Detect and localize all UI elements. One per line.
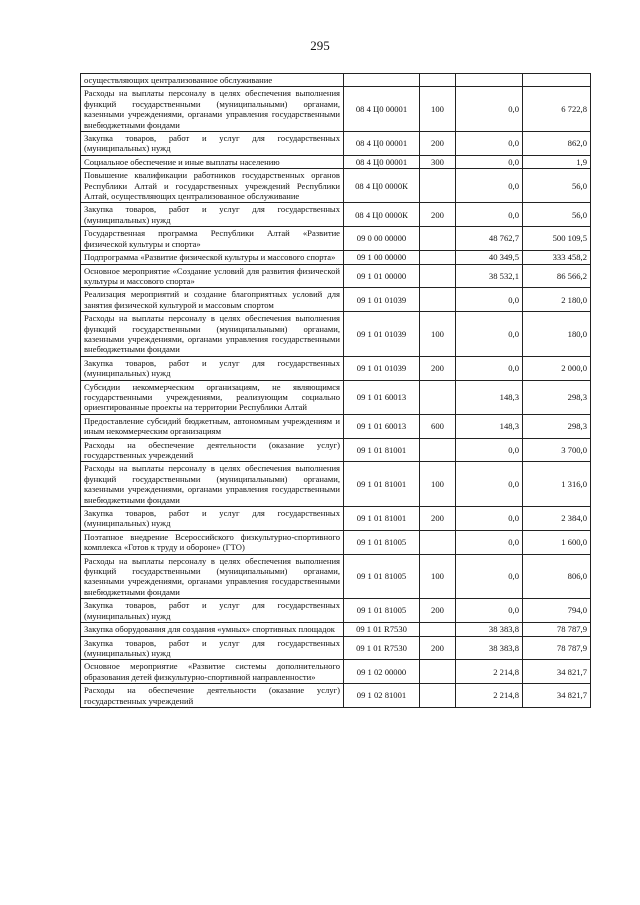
amount-2-cell bbox=[523, 74, 591, 87]
expense-type-code-cell: 200 bbox=[420, 636, 456, 660]
target-article-code-cell: 09 1 01 01039 bbox=[344, 356, 420, 380]
target-article-code-cell: 08 4 Ц0 00001 bbox=[344, 87, 420, 132]
amount-2-cell: 298,3 bbox=[523, 380, 591, 414]
amount-1-cell: 2 214,8 bbox=[456, 660, 523, 684]
amount-2-cell: 34 821,7 bbox=[523, 660, 591, 684]
table-row bbox=[81, 74, 591, 87]
target-article-code-cell: 09 1 01 00000 bbox=[344, 264, 420, 288]
expense-name-cell: Основное мероприятие «Развитие системы дополнительного образования детей физкультурно-спортивной направленности» bbox=[81, 660, 344, 684]
amount-1-cell: 48 762,7 bbox=[456, 227, 523, 251]
expense-name-cell: Социальное обеспечение и иные выплаты населению bbox=[81, 155, 344, 168]
amount-2-cell: 34 821,7 bbox=[523, 684, 591, 708]
table-row bbox=[81, 414, 591, 438]
expense-name-cell: Поэтапное внедрение Всероссийского физкультурно-спортивного комплекса «Готов к труду и обороне» (ГТО) bbox=[81, 530, 344, 554]
expense-name-cell: Расходы на обеспечение деятельности (оказание услуг) государственных учреждений bbox=[81, 684, 344, 708]
amount-2-cell: 298,3 bbox=[523, 414, 591, 438]
expense-name-cell: Расходы на выплаты персоналу в целях обеспечения выполнения функций государственными (муниципальными) органами, казенными учреждениями, органами управления государственными внебюджетными фондами bbox=[81, 312, 344, 357]
expense-name-cell: Предоставление субсидий бюджетным, автономным учреждениям и иным некоммерческим организациям bbox=[81, 414, 344, 438]
amount-2-cell: 1 600,0 bbox=[523, 530, 591, 554]
amount-1-cell: 0,0 bbox=[456, 356, 523, 380]
expense-type-code-cell: 100 bbox=[420, 87, 456, 132]
target-article-code-cell: 09 1 01 81001 bbox=[344, 462, 420, 507]
table-row bbox=[81, 599, 591, 623]
table-row bbox=[81, 623, 591, 636]
amount-1-cell: 2 214,8 bbox=[456, 684, 523, 708]
table-row bbox=[81, 251, 591, 264]
amount-2-cell: 333 458,2 bbox=[523, 251, 591, 264]
table-row bbox=[81, 507, 591, 531]
table-row bbox=[81, 356, 591, 380]
expense-name-cell: Подпрограмма «Развитие физической культуры и массового спорта» bbox=[81, 251, 344, 264]
amount-1-cell: 40 349,5 bbox=[456, 251, 523, 264]
expense-type-code-cell: 200 bbox=[420, 507, 456, 531]
expense-name-cell: Закупка товаров, работ и услуг для государственных (муниципальных) нужд bbox=[81, 507, 344, 531]
amount-1-cell: 0,0 bbox=[456, 462, 523, 507]
page-number: 295 bbox=[310, 38, 330, 53]
expense-type-code-cell: 100 bbox=[420, 554, 456, 599]
expense-name-cell: Закупка товаров, работ и услуг для государственных (муниципальных) нужд bbox=[81, 203, 344, 227]
amount-1-cell: 0,0 bbox=[456, 155, 523, 168]
table-row bbox=[81, 288, 591, 312]
amount-2-cell: 56,0 bbox=[523, 203, 591, 227]
expense-name-cell: Расходы на выплаты персоналу в целях обеспечения выполнения функций государственными (муниципальными) органами, казенными учреждениями, органами управления государственными внебюджетными фондами bbox=[81, 462, 344, 507]
expense-type-code-cell bbox=[420, 227, 456, 251]
expense-name-cell: Реализация мероприятий и создание благоприятных условий для занятия физической культурой и массовым спортом bbox=[81, 288, 344, 312]
amount-1-cell: 0,0 bbox=[456, 132, 523, 156]
amount-2-cell: 180,0 bbox=[523, 312, 591, 357]
amount-1-cell: 0,0 bbox=[456, 438, 523, 462]
amount-2-cell: 862,0 bbox=[523, 132, 591, 156]
amount-1-cell: 148,3 bbox=[456, 380, 523, 414]
expense-type-code-cell bbox=[420, 169, 456, 203]
expense-name-cell: осуществляющих централизованное обслуживание bbox=[81, 74, 344, 87]
amount-1-cell: 38 532,1 bbox=[456, 264, 523, 288]
expense-name-cell: Закупка товаров, работ и услуг для государственных (муниципальных) нужд bbox=[81, 132, 344, 156]
amount-1-cell: 0,0 bbox=[456, 87, 523, 132]
expense-type-code-cell: 100 bbox=[420, 462, 456, 507]
amount-1-cell: 38 383,8 bbox=[456, 636, 523, 660]
amount-2-cell: 2 000,0 bbox=[523, 356, 591, 380]
budget-table-body bbox=[81, 74, 591, 708]
amount-1-cell: 0,0 bbox=[456, 312, 523, 357]
target-article-code-cell: 08 4 Ц0 0000К bbox=[344, 169, 420, 203]
target-article-code-cell: 09 0 00 00000 bbox=[344, 227, 420, 251]
amount-2-cell: 78 787,9 bbox=[523, 623, 591, 636]
expense-type-code-cell: 300 bbox=[420, 155, 456, 168]
amount-2-cell: 78 787,9 bbox=[523, 636, 591, 660]
amount-2-cell: 806,0 bbox=[523, 554, 591, 599]
table-row bbox=[81, 530, 591, 554]
target-article-code-cell: 09 1 01 01039 bbox=[344, 288, 420, 312]
table-row bbox=[81, 87, 591, 132]
table-row bbox=[81, 312, 591, 357]
amount-2-cell: 3 700,0 bbox=[523, 438, 591, 462]
amount-1-cell: 0,0 bbox=[456, 530, 523, 554]
expense-name-cell: Расходы на выплаты персоналу в целях обеспечения выполнения функций государственными (муниципальными) органами, казенными учреждениями, органами управления государственными внебюджетными фондами bbox=[81, 87, 344, 132]
amount-2-cell: 56,0 bbox=[523, 169, 591, 203]
table-row bbox=[81, 684, 591, 708]
table-row bbox=[81, 155, 591, 168]
budget-table bbox=[80, 73, 591, 708]
target-article-code-cell: 09 1 01 81005 bbox=[344, 554, 420, 599]
table-row bbox=[81, 169, 591, 203]
table-row bbox=[81, 203, 591, 227]
target-article-code-cell: 09 1 02 81001 bbox=[344, 684, 420, 708]
amount-2-cell: 794,0 bbox=[523, 599, 591, 623]
amount-1-cell: 0,0 bbox=[456, 169, 523, 203]
amount-1-cell: 0,0 bbox=[456, 203, 523, 227]
table-row bbox=[81, 264, 591, 288]
amount-1-cell bbox=[456, 74, 523, 87]
amount-1-cell: 148,3 bbox=[456, 414, 523, 438]
table-row bbox=[81, 636, 591, 660]
table-row bbox=[81, 554, 591, 599]
expense-type-code-cell bbox=[420, 530, 456, 554]
target-article-code-cell: 09 1 01 81005 bbox=[344, 599, 420, 623]
target-article-code-cell: 09 1 01 R7530 bbox=[344, 623, 420, 636]
expense-type-code-cell bbox=[420, 380, 456, 414]
expense-name-cell: Расходы на выплаты персоналу в целях обеспечения выполнения функций государственными (муниципальными) органами, казенными учреждениями, органами управления государственными внебюджетными фондами bbox=[81, 554, 344, 599]
table-row bbox=[81, 227, 591, 251]
expense-name-cell: Закупка товаров, работ и услуг для государственных (муниципальных) нужд bbox=[81, 636, 344, 660]
expense-name-cell: Расходы на обеспечение деятельности (оказание услуг) государственных учреждений bbox=[81, 438, 344, 462]
table-row bbox=[81, 660, 591, 684]
expense-name-cell: Субсидии некоммерческим организациям, не являющимся государственными учреждениями, реализующим социально ориентированные проекты на территории Республики Алтай bbox=[81, 380, 344, 414]
expense-type-code-cell bbox=[420, 264, 456, 288]
expense-type-code-cell: 200 bbox=[420, 203, 456, 227]
expense-type-code-cell: 200 bbox=[420, 132, 456, 156]
table-row bbox=[81, 380, 591, 414]
expense-name-cell: Государственная программа Республики Алтай «Развитие физической культуры и спорта» bbox=[81, 227, 344, 251]
expense-name-cell: Закупка товаров, работ и услуг для государственных (муниципальных) нужд bbox=[81, 356, 344, 380]
expense-type-code-cell: 200 bbox=[420, 599, 456, 623]
table-row bbox=[81, 462, 591, 507]
expense-name-cell: Основное мероприятие «Создание условий для развития физической культуры и массового спорта» bbox=[81, 264, 344, 288]
amount-2-cell: 6 722,8 bbox=[523, 87, 591, 132]
expense-type-code-cell bbox=[420, 251, 456, 264]
expense-type-code-cell bbox=[420, 438, 456, 462]
amount-2-cell: 86 566,2 bbox=[523, 264, 591, 288]
target-article-code-cell: 09 1 01 R7530 bbox=[344, 636, 420, 660]
amount-2-cell: 500 109,5 bbox=[523, 227, 591, 251]
amount-1-cell: 0,0 bbox=[456, 599, 523, 623]
expense-name-cell: Закупка товаров, работ и услуг для государственных (муниципальных) нужд bbox=[81, 599, 344, 623]
target-article-code-cell: 08 4 Ц0 00001 bbox=[344, 132, 420, 156]
target-article-code-cell: 09 1 01 60013 bbox=[344, 414, 420, 438]
target-article-code-cell bbox=[344, 74, 420, 87]
expense-type-code-cell bbox=[420, 74, 456, 87]
target-article-code-cell: 08 4 Ц0 0000К bbox=[344, 203, 420, 227]
expense-type-code-cell bbox=[420, 288, 456, 312]
amount-2-cell: 1,9 bbox=[523, 155, 591, 168]
target-article-code-cell: 09 1 01 81001 bbox=[344, 507, 420, 531]
expense-type-code-cell bbox=[420, 684, 456, 708]
table-row bbox=[81, 132, 591, 156]
expense-type-code-cell bbox=[420, 660, 456, 684]
amount-1-cell: 0,0 bbox=[456, 554, 523, 599]
target-article-code-cell: 08 4 Ц0 00001 bbox=[344, 155, 420, 168]
target-article-code-cell: 09 1 01 60013 bbox=[344, 380, 420, 414]
expense-name-cell: Закупка оборудования для создания «умных» спортивных площадок bbox=[81, 623, 344, 636]
amount-2-cell: 2 180,0 bbox=[523, 288, 591, 312]
expense-type-code-cell bbox=[420, 623, 456, 636]
amount-1-cell: 0,0 bbox=[456, 288, 523, 312]
amount-2-cell: 1 316,0 bbox=[523, 462, 591, 507]
amount-2-cell: 2 384,0 bbox=[523, 507, 591, 531]
amount-1-cell: 38 383,8 bbox=[456, 623, 523, 636]
target-article-code-cell: 09 1 02 00000 bbox=[344, 660, 420, 684]
amount-1-cell: 0,0 bbox=[456, 507, 523, 531]
target-article-code-cell: 09 1 01 01039 bbox=[344, 312, 420, 357]
table-row bbox=[81, 438, 591, 462]
expense-type-code-cell: 600 bbox=[420, 414, 456, 438]
target-article-code-cell: 09 1 00 00000 bbox=[344, 251, 420, 264]
expense-type-code-cell: 100 bbox=[420, 312, 456, 357]
target-article-code-cell: 09 1 01 81001 bbox=[344, 438, 420, 462]
expense-type-code-cell: 200 bbox=[420, 356, 456, 380]
target-article-code-cell: 09 1 01 81005 bbox=[344, 530, 420, 554]
expense-name-cell: Повышение квалификации работников государственных органов Республики Алтай и государственных учреждений Республики Алтай, осуществляющих централизованное обслуживание bbox=[81, 169, 344, 203]
